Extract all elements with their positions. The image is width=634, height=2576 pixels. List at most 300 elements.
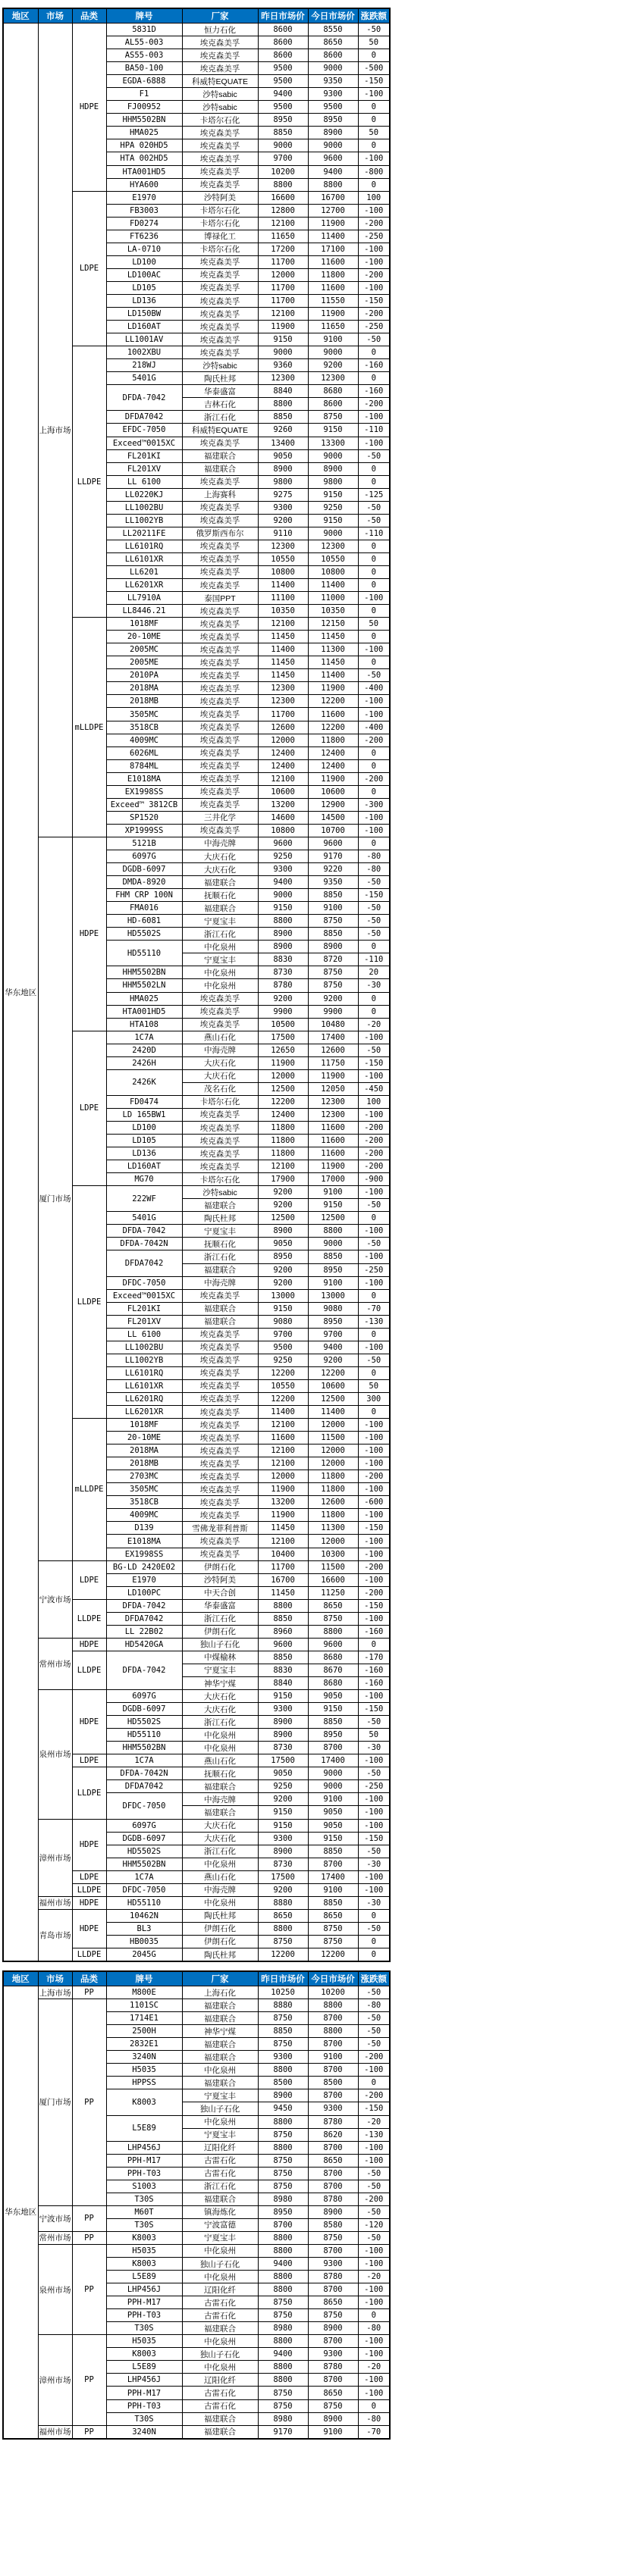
change-cell: -450	[358, 1082, 390, 1095]
category-cell: PP	[72, 2205, 106, 2231]
brand-cell: 1714E1	[106, 2012, 182, 2025]
manufacturer-cell: 科威特EQUATE	[182, 424, 258, 437]
manufacturer-cell: 抚顺石化	[182, 1238, 258, 1250]
price-today-cell: 8750	[308, 2231, 358, 2244]
brand-cell: HTA 002HD5	[106, 152, 182, 165]
change-cell: -100	[358, 2064, 390, 2077]
price-today-cell: 8900	[308, 2412, 358, 2425]
price-today-cell: 8650	[308, 36, 358, 49]
change-cell: -50	[358, 1767, 390, 1780]
price-today-cell: 8650	[308, 2154, 358, 2167]
price-yesterday-cell: 17500	[258, 1031, 308, 1044]
manufacturer-cell: 茂名石化	[182, 1082, 258, 1095]
brand-cell: PPH-M17	[106, 2154, 182, 2167]
manufacturer-cell: 埃克森美孚	[182, 565, 258, 578]
price-yesterday-cell: 8900	[258, 1225, 308, 1238]
change-cell: -100	[358, 1690, 390, 1703]
change-cell: -100	[358, 2258, 390, 2271]
price-today-cell: 9600	[308, 1638, 358, 1651]
change-cell: 0	[358, 1948, 390, 1961]
manufacturer-cell: 燕山石化	[182, 1754, 258, 1767]
price-today-cell: 10480	[308, 1018, 358, 1031]
manufacturer-cell: 中化泉州	[182, 966, 258, 979]
price-yesterday-cell: 9500	[258, 62, 308, 75]
brand-cell: 1C7A	[106, 1754, 182, 1767]
category-cell: HDPE	[72, 837, 106, 1031]
price-today-cell: 11300	[308, 643, 358, 656]
brand-cell: M60T	[106, 2205, 182, 2218]
brand-cell: BA50-100	[106, 62, 182, 75]
change-cell: -100	[358, 1819, 390, 1832]
price-yesterday-cell: 8750	[258, 2128, 308, 2141]
brand-cell: LL1002BU	[106, 1341, 182, 1354]
change-cell: 0	[358, 1935, 390, 1948]
manufacturer-cell: 埃克森美孚	[182, 437, 258, 449]
price-today-cell: 9080	[308, 1302, 358, 1315]
change-cell: -150	[358, 75, 390, 88]
manufacturer-cell: 埃克森美孚	[182, 36, 258, 49]
brand-cell: 6026ML	[106, 747, 182, 759]
manufacturer-cell: 大庆石化	[182, 1819, 258, 1832]
brand-cell: L5E89	[106, 2271, 182, 2283]
price-today-cell: 12500	[308, 1392, 358, 1405]
change-cell: 0	[358, 1366, 390, 1379]
column-header-7: 涨跌额	[358, 8, 390, 23]
change-cell: -50	[358, 1238, 390, 1250]
manufacturer-cell: 沙特阿美	[182, 1573, 258, 1586]
price-today-cell: 11600	[308, 1147, 358, 1160]
brand-cell: PPH-T03	[106, 2309, 182, 2322]
change-cell: 0	[358, 372, 390, 385]
price-yesterday-cell: 9150	[258, 1819, 308, 1832]
price-today-cell: 8850	[308, 1845, 358, 1858]
change-cell: 0	[358, 178, 390, 191]
price-row	[3, 1986, 390, 1999]
change-cell: -50	[358, 2205, 390, 2218]
brand-cell: BG-LD 2420E02	[106, 1560, 182, 1573]
brand-cell: 2010PA	[106, 669, 182, 682]
manufacturer-cell: 埃克森美孚	[182, 772, 258, 785]
brand-cell: HD55110	[106, 1896, 182, 1909]
price-yesterday-cell: 11700	[258, 708, 308, 721]
price-yesterday-cell: 16600	[258, 191, 308, 204]
price-yesterday-cell: 12300	[258, 682, 308, 695]
manufacturer-cell: 埃克森美孚	[182, 1392, 258, 1405]
manufacturer-cell: 埃克森美孚	[182, 1470, 258, 1483]
brand-cell: LHP456J	[106, 2374, 182, 2387]
manufacturer-cell: 陶氏杜邦	[182, 372, 258, 385]
price-today-cell: 8900	[308, 941, 358, 953]
price-yesterday-cell: 9900	[258, 1005, 308, 1018]
price-today-cell: 12400	[308, 759, 358, 772]
column-header-3: 牌号	[106, 8, 182, 23]
manufacturer-cell: 中化泉州	[182, 2064, 258, 2077]
price-today-cell: 8780	[308, 2115, 358, 2128]
manufacturer-cell: 辽阳化纤	[182, 2141, 258, 2154]
price-yesterday-cell: 16700	[258, 1573, 308, 1586]
price-today-cell: 9100	[308, 2425, 358, 2439]
change-cell: -20	[358, 2115, 390, 2128]
price-yesterday-cell: 10400	[258, 1548, 308, 1560]
price-yesterday-cell: 8800	[258, 2271, 308, 2283]
manufacturer-cell: 中化泉州	[182, 2361, 258, 2374]
change-cell: -100	[358, 1250, 390, 1263]
manufacturer-cell: 独山子石化	[182, 2102, 258, 2115]
change-cell: -400	[358, 682, 390, 695]
change-cell: -130	[358, 1315, 390, 1328]
manufacturer-cell: 埃克森美孚	[182, 127, 258, 139]
price-today-cell: 8700	[308, 2167, 358, 2180]
change-cell: -100	[358, 1186, 390, 1199]
price-yesterday-cell: 8800	[258, 2141, 308, 2154]
manufacturer-cell: 埃克森美孚	[182, 1406, 258, 1419]
price-today-cell: 12150	[308, 618, 358, 631]
price-today-cell: 9050	[308, 1806, 358, 1819]
manufacturer-cell: 埃克森美孚	[182, 139, 258, 152]
price-yesterday-cell: 8850	[258, 1651, 308, 1664]
manufacturer-cell: 埃克森美孚	[182, 747, 258, 759]
change-cell: -50	[358, 1354, 390, 1366]
manufacturer-cell: 中海壳牌	[182, 1883, 258, 1896]
change-cell: -100	[358, 1548, 390, 1560]
price-yesterday-cell: 8750	[258, 2387, 308, 2399]
price-yesterday-cell: 8800	[258, 398, 308, 411]
price-yesterday-cell: 9260	[258, 424, 308, 437]
price-yesterday-cell: 10800	[258, 824, 308, 837]
price-yesterday-cell: 12100	[258, 1445, 308, 1457]
price-yesterday-cell: 10600	[258, 785, 308, 798]
price-yesterday-cell: 9200	[258, 1793, 308, 1806]
change-cell: -200	[358, 1470, 390, 1483]
category-cell: HDPE	[72, 1896, 106, 1909]
price-yesterday-cell: 8600	[258, 36, 308, 49]
price-today-cell: 8670	[308, 1664, 358, 1676]
price-yesterday-cell: 8800	[258, 2361, 308, 2374]
manufacturer-cell: 福建联合	[182, 2012, 258, 2025]
price-yesterday-cell: 8980	[258, 2193, 308, 2205]
price-today-cell: 11550	[308, 294, 358, 307]
manufacturer-cell: 埃克森美孚	[182, 798, 258, 811]
price-row	[3, 2205, 390, 2218]
brand-cell: HTA001HD5	[106, 1005, 182, 1018]
brand-cell: LD100PC	[106, 1586, 182, 1599]
price-yesterday-cell: 11400	[258, 1406, 308, 1419]
price-yesterday-cell: 12100	[258, 1160, 308, 1173]
price-today-cell: 8750	[308, 1935, 358, 1948]
price-today-cell: 11900	[308, 1069, 358, 1082]
price-today-cell: 11400	[308, 669, 358, 682]
manufacturer-cell: 古雷石化	[182, 2154, 258, 2167]
price-yesterday-cell: 8800	[258, 1599, 308, 1612]
manufacturer-cell: 宁夏宝丰	[182, 953, 258, 966]
price-yesterday-cell: 8600	[258, 23, 308, 36]
manufacturer-cell: 埃克森美孚	[182, 1548, 258, 1560]
price-today-cell: 9150	[308, 1832, 358, 1845]
brand-cell: L5E89	[106, 2361, 182, 2374]
price-yesterday-cell: 8800	[258, 2064, 308, 2077]
price-today-cell: 11400	[308, 230, 358, 243]
brand-cell: 2426H	[106, 1056, 182, 1069]
brand-cell: LD105	[106, 281, 182, 294]
price-yesterday-cell: 11900	[258, 1509, 308, 1522]
price-today-cell: 9150	[308, 424, 358, 437]
change-cell: -100	[358, 2141, 390, 2154]
change-cell: 20	[358, 966, 390, 979]
change-cell: 0	[358, 992, 390, 1005]
manufacturer-cell: 埃克森美孚	[182, 255, 258, 268]
price-yesterday-cell: 9300	[258, 863, 308, 876]
manufacturer-cell: 大庆石化	[182, 850, 258, 863]
change-cell: 0	[358, 1005, 390, 1018]
change-cell: -20	[358, 1018, 390, 1031]
manufacturer-cell: 中化泉州	[182, 2271, 258, 2283]
brand-cell: 6097G	[106, 1690, 182, 1703]
change-cell: -200	[358, 308, 390, 321]
manufacturer-cell: 中煤榆林	[182, 1651, 258, 1664]
brand-cell: FL201KI	[106, 449, 182, 462]
manufacturer-cell: 埃克森美孚	[182, 540, 258, 552]
change-cell: -200	[358, 217, 390, 230]
price-today-cell: 12200	[308, 695, 358, 708]
change-cell: -160	[358, 1625, 390, 1638]
brand-cell: FL201XV	[106, 462, 182, 475]
brand-cell: HYA600	[106, 178, 182, 191]
price-yesterday-cell: 8840	[258, 385, 308, 398]
change-cell: -100	[358, 255, 390, 268]
manufacturer-cell: 埃克森美孚	[182, 1121, 258, 1134]
price-today-cell: 9100	[308, 1186, 358, 1199]
brand-cell: 2005ME	[106, 656, 182, 669]
change-cell: -200	[358, 268, 390, 281]
price-today-cell: 10600	[308, 1379, 358, 1392]
brand-cell: 2703MC	[106, 1470, 182, 1483]
category-cell: PP	[72, 2231, 106, 2244]
brand-cell: 8784ML	[106, 759, 182, 772]
price-yesterday-cell: 8750	[258, 1935, 308, 1948]
manufacturer-cell: 古雷石化	[182, 2167, 258, 2180]
manufacturer-cell: 中化泉州	[182, 1858, 258, 1870]
change-cell: -100	[358, 2374, 390, 2387]
price-today-cell: 11800	[308, 268, 358, 281]
price-yesterday-cell: 9500	[258, 75, 308, 88]
brand-cell: LHP456J	[106, 2283, 182, 2296]
price-today-cell: 8700	[308, 2335, 358, 2348]
price-today-cell: 8750	[308, 979, 358, 992]
price-yesterday-cell: 11450	[258, 1522, 308, 1535]
market-cell: 漳州市场	[38, 1819, 72, 1896]
change-cell: -50	[358, 2038, 390, 2051]
manufacturer-cell: 浙江石化	[182, 928, 258, 941]
change-cell: -100	[358, 437, 390, 449]
manufacturer-cell: 独山子石化	[182, 2258, 258, 2271]
price-yesterday-cell: 12100	[258, 217, 308, 230]
manufacturer-cell: 宁夏宝丰	[182, 2089, 258, 2102]
brand-cell: HD-6081	[106, 915, 182, 928]
change-cell: 0	[358, 1638, 390, 1651]
price-yesterday-cell: 8880	[258, 1999, 308, 2012]
manufacturer-cell: 埃克森美孚	[182, 824, 258, 837]
manufacturer-cell: 福建联合	[182, 2193, 258, 2205]
change-cell: -100	[358, 1419, 390, 1432]
price-today-cell: 9200	[308, 1354, 358, 1366]
price-yesterday-cell: 11900	[258, 1056, 308, 1069]
manufacturer-cell: 埃克森美孚	[182, 1108, 258, 1121]
manufacturer-cell: 独山子石化	[182, 2348, 258, 2361]
brand-cell: LL6101XR	[106, 552, 182, 565]
price-today-cell: 10700	[308, 824, 358, 837]
manufacturer-cell: 恒力石化	[182, 23, 258, 36]
price-today-cell: 9000	[308, 62, 358, 75]
brand-cell: LL 22B02	[106, 1625, 182, 1638]
brand-cell: LD136	[106, 294, 182, 307]
price-today-cell: 9350	[308, 876, 358, 889]
price-yesterday-cell: 17200	[258, 243, 308, 255]
change-cell: 100	[358, 1095, 390, 1108]
price-yesterday-cell: 9250	[258, 850, 308, 863]
price-today-cell: 8800	[308, 1225, 358, 1238]
manufacturer-cell: 埃克森美孚	[182, 682, 258, 695]
price-yesterday-cell: 12000	[258, 1069, 308, 1082]
category-cell: LLDPE	[72, 1767, 106, 1819]
brand-cell: 2045G	[106, 1948, 182, 1961]
change-cell: -100	[358, 2154, 390, 2167]
category-cell: LLDPE	[72, 1948, 106, 1961]
manufacturer-cell: 中化泉州	[182, 1729, 258, 1742]
manufacturer-cell: 埃克森美孚	[182, 268, 258, 281]
price-yesterday-cell: 8700	[258, 2218, 308, 2231]
manufacturer-cell: 埃克森美孚	[182, 333, 258, 346]
manufacturer-cell: 埃克森美孚	[182, 1509, 258, 1522]
price-yesterday-cell: 10250	[258, 1986, 308, 1999]
manufacturer-cell: 泰国PPT	[182, 592, 258, 605]
price-today-cell: 10350	[308, 605, 358, 618]
price-yesterday-cell: 9250	[258, 1780, 308, 1793]
brand-cell: LL1002BU	[106, 501, 182, 514]
price-today-cell: 8750	[308, 915, 358, 928]
price-today-cell: 9100	[308, 902, 358, 915]
price-today-cell: 8700	[308, 1858, 358, 1870]
brand-cell: 3518CB	[106, 721, 182, 734]
brand-cell: EGDA-6888	[106, 75, 182, 88]
price-yesterday-cell: 9500	[258, 1341, 308, 1354]
brand-cell: M800E	[106, 1986, 182, 1999]
price-yesterday-cell: 17500	[258, 1870, 308, 1883]
price-today-cell: 12050	[308, 1082, 358, 1095]
price-today-cell: 13300	[308, 437, 358, 449]
brand-cell: HHM5502BN	[106, 1858, 182, 1870]
manufacturer-cell: 福建联合	[182, 1806, 258, 1819]
price-yesterday-cell: 9400	[258, 876, 308, 889]
price-yesterday-cell: 12600	[258, 721, 308, 734]
price-today-cell: 8950	[308, 1263, 358, 1276]
price-yesterday-cell: 12400	[258, 747, 308, 759]
change-cell: -50	[358, 1199, 390, 1212]
change-cell: 0	[358, 114, 390, 127]
manufacturer-cell: 福建联合	[182, 2077, 258, 2089]
brand-cell: Exceed™ 3812CB	[106, 798, 182, 811]
manufacturer-cell: 华泰盛富	[182, 385, 258, 398]
change-cell: -100	[358, 1225, 390, 1238]
price-yesterday-cell: 12100	[258, 308, 308, 321]
price-today-cell: 9170	[308, 850, 358, 863]
price-today-cell: 14500	[308, 811, 358, 824]
manufacturer-cell: 福建联合	[182, 462, 258, 475]
change-cell: -100	[358, 1031, 390, 1044]
brand-cell: FHM CRP 100N	[106, 889, 182, 902]
price-yesterday-cell: 12100	[258, 1457, 308, 1470]
category-cell: PP	[72, 1986, 106, 1999]
price-today-cell: 8700	[308, 2064, 358, 2077]
manufacturer-cell: 伊朗石化	[182, 1560, 258, 1573]
brand-cell: 1101SC	[106, 1999, 182, 2012]
price-yesterday-cell: 9275	[258, 488, 308, 501]
change-cell: -70	[358, 2425, 390, 2439]
change-cell: -100	[358, 2348, 390, 2361]
price-yesterday-cell: 9110	[258, 527, 308, 540]
price-yesterday-cell: 9300	[258, 1703, 308, 1716]
price-yesterday-cell: 12100	[258, 772, 308, 785]
manufacturer-cell: 燕山石化	[182, 1870, 258, 1883]
price-yesterday-cell: 8750	[258, 2180, 308, 2193]
price-yesterday-cell: 9400	[258, 88, 308, 101]
brand-cell: HMA025	[106, 992, 182, 1005]
price-yesterday-cell: 9500	[258, 101, 308, 114]
manufacturer-cell: 福建联合	[182, 1999, 258, 2012]
price-yesterday-cell: 8800	[258, 2335, 308, 2348]
change-cell: -50	[358, 928, 390, 941]
change-cell: -100	[358, 1573, 390, 1586]
price-yesterday-cell: 8960	[258, 1625, 308, 1638]
brand-cell: LL1001AV	[106, 333, 182, 346]
price-yesterday-cell: 8800	[258, 915, 308, 928]
manufacturer-cell: 埃克森美孚	[182, 501, 258, 514]
manufacturer-cell: 福建联合	[182, 2425, 258, 2439]
price-today-cell: 9100	[308, 1883, 358, 1896]
manufacturer-cell: 埃克森美孚	[182, 1379, 258, 1392]
price-yesterday-cell: 8840	[258, 1677, 308, 1690]
price-row	[3, 2335, 390, 2348]
brand-cell: DFDA-7042	[106, 1599, 182, 1612]
change-cell: -400	[358, 721, 390, 734]
manufacturer-cell: 中化泉州	[182, 1742, 258, 1754]
price-today-cell: 11000	[308, 592, 358, 605]
price-today-cell: 9300	[308, 2102, 358, 2115]
price-today-cell: 9100	[308, 1793, 358, 1806]
change-cell: -100	[358, 1069, 390, 1082]
change-cell: -100	[358, 204, 390, 217]
change-cell: -100	[358, 592, 390, 605]
price-today-cell: 9300	[308, 88, 358, 101]
manufacturer-cell: 抚顺石化	[182, 1767, 258, 1780]
change-cell: -80	[358, 2322, 390, 2335]
category-cell: HDPE	[72, 23, 106, 192]
brand-cell: 4009MC	[106, 734, 182, 747]
price-yesterday-cell: 8950	[258, 1250, 308, 1263]
price-today-cell: 8650	[308, 1909, 358, 1922]
manufacturer-cell: 埃克森美孚	[182, 475, 258, 488]
price-today-cell: 8900	[308, 462, 358, 475]
price-today-cell: 8800	[308, 178, 358, 191]
category-cell: HDPE	[72, 1638, 106, 1651]
price-today-cell: 9800	[308, 475, 358, 488]
price-row	[3, 1638, 390, 1651]
manufacturer-cell: 卡塔尔石化	[182, 204, 258, 217]
price-today-cell: 8680	[308, 1651, 358, 1664]
change-cell: -200	[358, 1160, 390, 1173]
change-cell: 0	[358, 346, 390, 359]
manufacturer-cell: 浙江石化	[182, 1716, 258, 1729]
brand-cell: LA-0710	[106, 243, 182, 255]
